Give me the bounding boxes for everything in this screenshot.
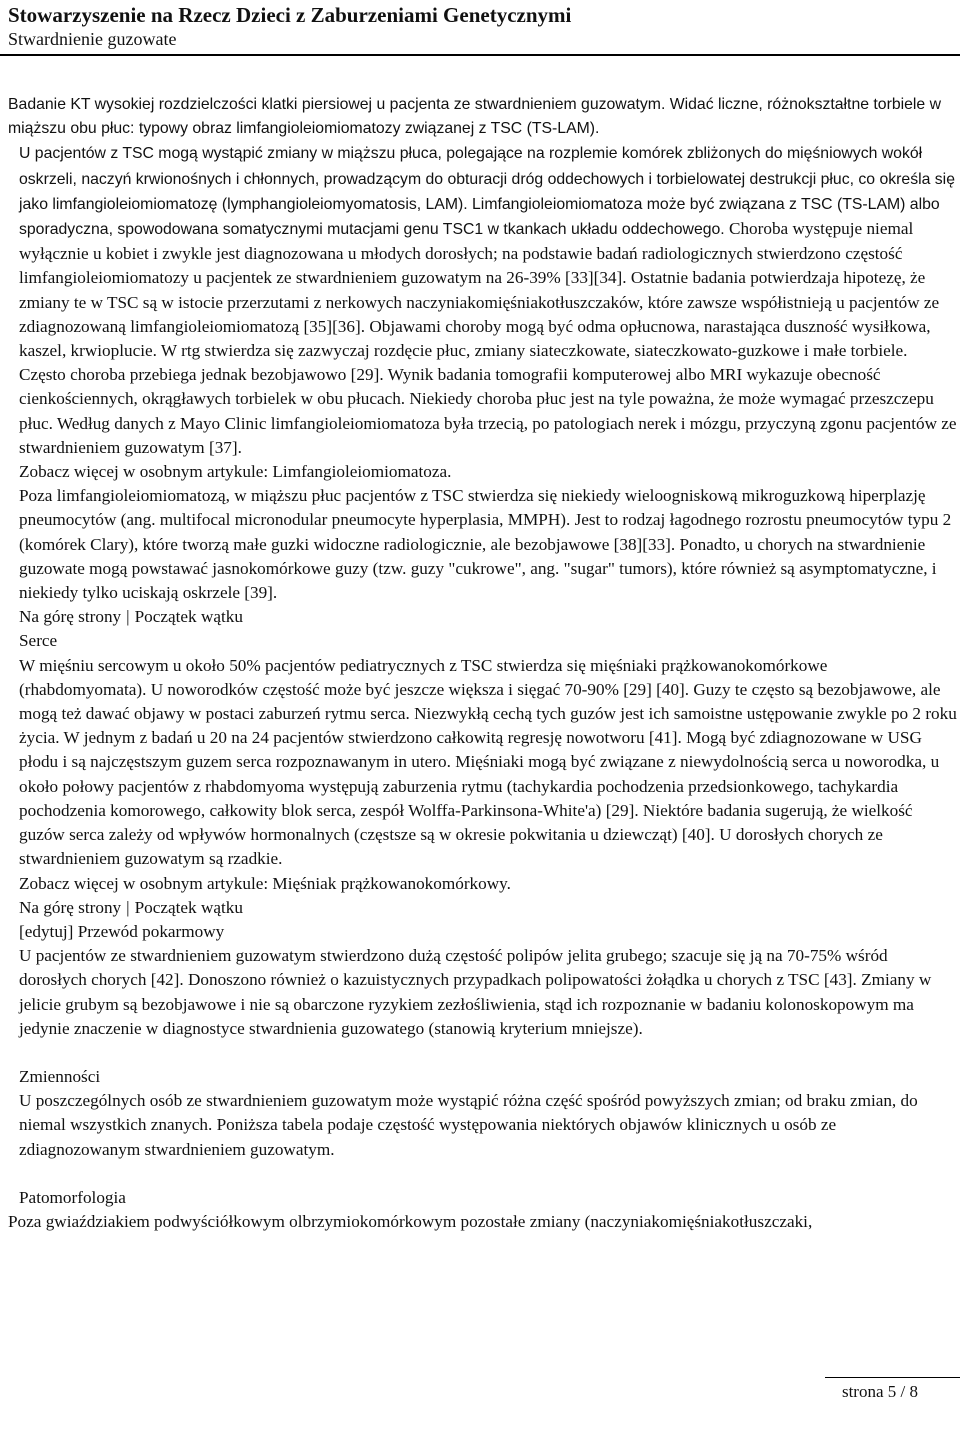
header-divider [0,54,960,56]
paragraph-lungs-lam [8,141,958,460]
footer-divider [825,1377,960,1378]
thread-start-link[interactable]: Początek wątku [134,897,243,917]
paragraph-variability: U poszczególnych osób ze stwardnieniem guzowatym może wystąpić różna część spośród powyższych zmian; od braku zmian, do niemal wszystkich znanych. Poniższa tabela podaje częstość występowania niektórych objawów klinicznych u osób ze zdiagnozowanym stwardnieniem guzowatym. [19,1091,918,1159]
nav-links-1 [8,605,958,629]
section-heading-pathomorphology: Patomorfologia [19,1187,126,1207]
section-heading-digestive: [edytuj] Przewód pokarmowy [19,921,225,941]
nav-separator: | [126,607,130,627]
back-to-top-link[interactable]: Na górę strony [19,897,122,917]
paragraph-digestive: U pacjentów ze stwardnieniem guzowatym stwierdzono dużą częstość polipów jelita grubego; szacuje się ją na 70-75% wśród dorosłych chorych [42]. Donoszono również o kazuistycznych przypadkach polipowatości żołądka u chorych z TSC [43]. Zmiany w jelicie grubym są bezobjawowe i nie są obarczone ryzykiem zezłośliwienia, stąd ich rozpoznanie w badaniu kolonoskopowym ma jedynie znaczenie w diagnostyce stwardnienia guzowatego (stanowią kryterium mniejsze). [19,946,932,1038]
section-heading-serce: Serce [19,631,58,651]
see-also-lam-link[interactable]: Zobacz więcej w osobnym artykule: Limfangioleiomiomatoza. [19,462,452,482]
document-subtitle: Stwardnienie guzowate [8,29,177,49]
see-also-rhabdomyoma-link[interactable]: Zobacz więcej w osobnym artykule: Mięśniak prążkowanokomórkowy. [19,873,511,893]
paragraph-lungs-lam-part1: U pacjentów z TSC mogą wystąpić zmiany w miąższu płuca, polegające na rozplemie komórek zbliżonych do mięśniowych wokół oskrzeli, naczyń krwionośnych i chłonnych, prowadzącym do obturacji dróg oddechowych i torbielowatej destrukcji płuc, co określa się jako limfangioleiomiomatozę (lymphangioleiomyomatosis, LAM). Limfangioleiomiomatoza może być związana z TSC (TS-LAM) albo sporadyczna, spowodowana somatycznymi mutacjami genu TSC1 w tkankach układu oddechowego. [19,145,955,239]
paragraph-pathomorphology: Poza gwiaździakiem podwyściółkowym olbrzymiokomórkowym pozostałe zmiany (naczyniakomięśniakotłuszczaki, [8,1211,813,1231]
section-heading-variability: Zmienności [19,1066,101,1086]
paragraph-mmph: Poza limfangioleiomiomatozą, w miąższu płuc pacjentów z TSC stwierdza się niekiedy wieloogniskową mikroguzkową hiperplazję pneumocytów (ang. multifocal micronodular pneumocyte hyperplasia, MMPH). Jest to rodzaj łagodnego rozrostu pneumocytów typu 2 (komórek Clary), które tworzą małe guzki widoczne radiologicznie, ale bezobjawowe [38][33]. Ponadto, u chorych na stwardnienie guzowate mogą powstawać jasnokomórkowe guzy (tzw. guzy "cukrowe", ang. "sugar" tumors), które również są asymptomatyczne, i niekiedy tylko uciskają oskrzele [39]. [19,486,952,603]
page-number: strona 5 / 8 [841,1382,918,1401]
nav-separator: | [126,897,130,917]
spacer [8,1162,958,1186]
thread-start-link[interactable]: Początek wątku [134,607,243,627]
spacer [8,1041,958,1065]
article-body [8,93,958,1234]
paragraph-heart: W mięśniu sercowym u około 50% pacjentów pediatrycznych z TSC stwierdza się mięśniaki prążkowanokomórkowe (rhabdomyomata). U noworodków częstość może być jeszcze większa i sięgać 70-90% [29] [40]. Guzy te często są bezobjawowe, ale mogą też dawać objawy w postaci zaburzeń rytmu serca. Niezwykłą cechą tych guzów jest ich samoistne ustępowanie zwykle po 2 roku życia. W jednym z badań u 20 na 24 pacjentów stwierdzono całkowitą regresję nowotworu [41]. Mogą być zdiagnozowane w USG płodu i są najczęstszym guzem serca rozpoznawanym in utero. Mięśniaki mogą być związane z niewydolnością serca u noworodka, u około połowy pacjentów z rhabdomyoma występują zaburzenia rytmu (tachykardia pochodzenia przedsionkowego, tachykardia pochodzenia komorowego, całkowity blok serca, zespół Wolffa-Parkinsona-White'a) [29]. Niektóre badania sugerują, że wielkość guzów serca zależy od wpływów hormonalnych (częstsze są w okresie pokwitania u dziewcząt) [40]. U dorosłych chorych ze stwardnieniem guzowatym są rzadkie. [19,655,957,869]
paragraph-lungs-lam-part2: Choroba występuje niemal wyłącznie u kobiet i zwykle jest diagnozowana u młodych dorosłych; na podstawie badań radiologicznych stwierdzono częstość limfangioleiomiomatozy u pacjentek ze stwardnieniem guzowatym na 26-39% [33][34]. Ostatnie badania potwierdzaja hipotezę, że zmiany te w TSC są w istocie przerzutami z nerkowych naczyniakomięśniakotłuszczaków, które zawsze współistnieją u pacjentów ze zdiagnozowaną limfangioleiomiomatozą [35][36]. Objawami choroby mogą być odma opłucnowa, narastająca duszność wysiłkowa, kaszel, krwioplucie. W rtg stwierdza się zazwyczaj rozdęcie płuc, zmiany siateczkowate, siateczkowato-guzkowe i małe torbiele. Często choroba przebiega jednak bezobjawowo [29]. Wynik badania tomografii komputerowej albo MRI wykazuje obecność cienkościennych, okrągławych torbielek w obu płucach. Niekiedy choroba płuc jest na tyle poważna, że może wymagać przeszczepu płuc. Według danych z Mayo Clinic limfangioleiomiomatoza była trzecią, po patologiach nerek i mózgu, przyczyną zgonu pacjentów ze stwardnieniem guzowatym [37]. [19,219,957,457]
page-header [8,2,948,50]
nav-links-2 [8,896,958,920]
image-caption: Badanie KT wysokiej rozdzielczości klatki piersiowej u pacjenta ze stwardnieniem guzowatym. Widać liczne, różnokształtne torbiele w miąższu obu płuc: typowy obraz limfangioleiomiomatozy związanej z TSC (TS-LAM). [8,96,942,138]
back-to-top-link[interactable]: Na górę strony [19,607,122,627]
organization-title: Stowarzyszenie na Rzecz Dzieci z Zaburzeniami Genetycznymi [8,3,572,27]
